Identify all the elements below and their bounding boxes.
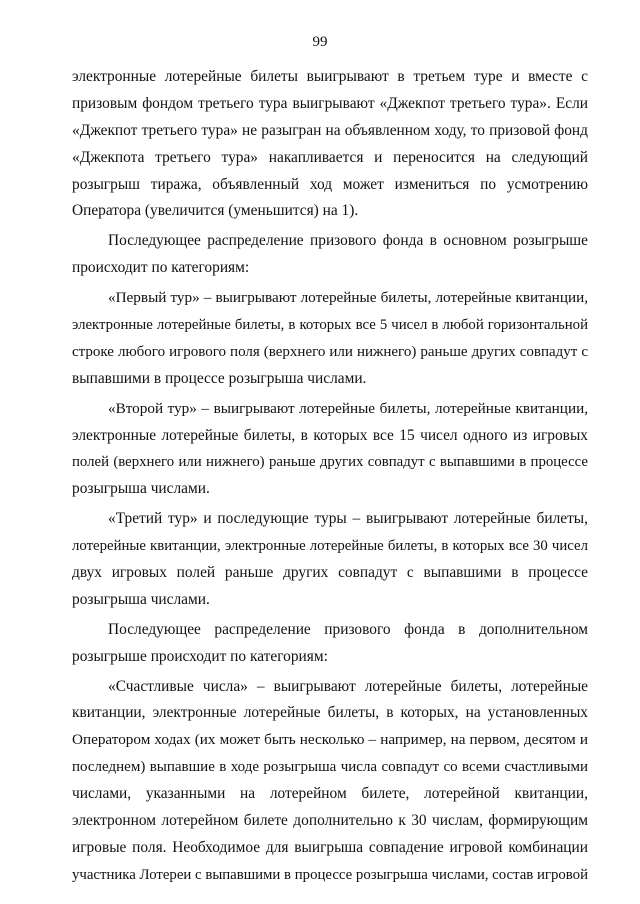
page-number: 99 [312, 34, 328, 50]
text-line: Последующее распределение призового фонда в дополнительном [108, 620, 588, 638]
text-line: розыгрыше происходит по категориям: [72, 647, 328, 665]
text-line: квитанции, электронные лотерейные билеты, в которых, на установленных [72, 704, 588, 722]
text-line: двух игровых полей раньше других совпадут с выпавшими в процессе [72, 564, 588, 582]
text-line: Последующее распределение призового фонда в основном розыгрыше [108, 232, 588, 250]
text-line: розыгрыш тиража, объявленный ход может измениться по усмотрению [72, 175, 588, 193]
text-line: розыгрыша числами. [72, 480, 210, 498]
text-line: электронные лотерейные билеты, в которых все 5 чисел в любой горизонтальной [72, 317, 588, 334]
text-line: электронные лотерейные билеты, в которых все 15 чисел одного из игровых [72, 426, 588, 444]
text-line: происходит по категориям: [72, 259, 250, 277]
text-line: «Второй тур» – выигрывают лотерейные билеты, лотерейные квитанции, [108, 399, 588, 417]
text-line: игровые поля. Необходимое для выигрыша совпадение игровой комбинации [72, 838, 588, 856]
text-line: выпавшими в процессе розыгрыша числами. [72, 369, 367, 387]
text-line: электронном лотерейном билете дополнительно к 30 числам, формирующим [72, 812, 588, 830]
text-line: участника Лотереи с выпавшими в процессе розыгрыша числами, состав игровой [72, 866, 588, 883]
text-line: лотерейные квитанции, электронные лотерейные билеты, в которых все 30 чисел [72, 538, 588, 555]
text-line: Оператором ходах (их может быть несколько – например, на первом, десятом и [72, 731, 588, 749]
text-line: последнем) выпавшие в ходе розыгрыша числа совпадут со всеми счастливыми [72, 759, 588, 776]
text-line: «Счастливые числа» – выигрывают лотерейные билеты, лотерейные [108, 677, 588, 695]
text-line: «Третий тур» и последующие туры – выигрывают лотерейные билеты, [108, 510, 588, 528]
text-line: розыгрыша числами. [72, 590, 210, 608]
text-line: «Первый тур» – выигрывают лотерейные билеты, лотерейные квитанции, [108, 289, 588, 307]
text-line: строке любого игрового поля (верхнего или нижнего) раньше других совпадут с [72, 343, 588, 360]
text-line: «Джекпота третьего тура» накапливается и переносится на следующий [72, 148, 588, 166]
text-line: призовым фондом третьего тура выигрывают «Джекпот третьего тура». Если [72, 94, 588, 112]
document-body [72, 64, 588, 889]
text-line: Оператора (увеличится (уменьшится) на 1). [72, 202, 359, 220]
text-line: числами, указанными на лотерейном билете, лотерейной квитанции, [72, 785, 588, 803]
text-line: полей (верхнего или нижнего) раньше других совпадут с выпавшими в процессе [72, 454, 588, 471]
text-line: «Джекпот третьего тура» не разыгран на объявленном ходу, то призовой фонд [72, 121, 588, 139]
text-line: электронные лотерейные билеты выигрывают в третьем туре и вместе с [72, 68, 588, 85]
